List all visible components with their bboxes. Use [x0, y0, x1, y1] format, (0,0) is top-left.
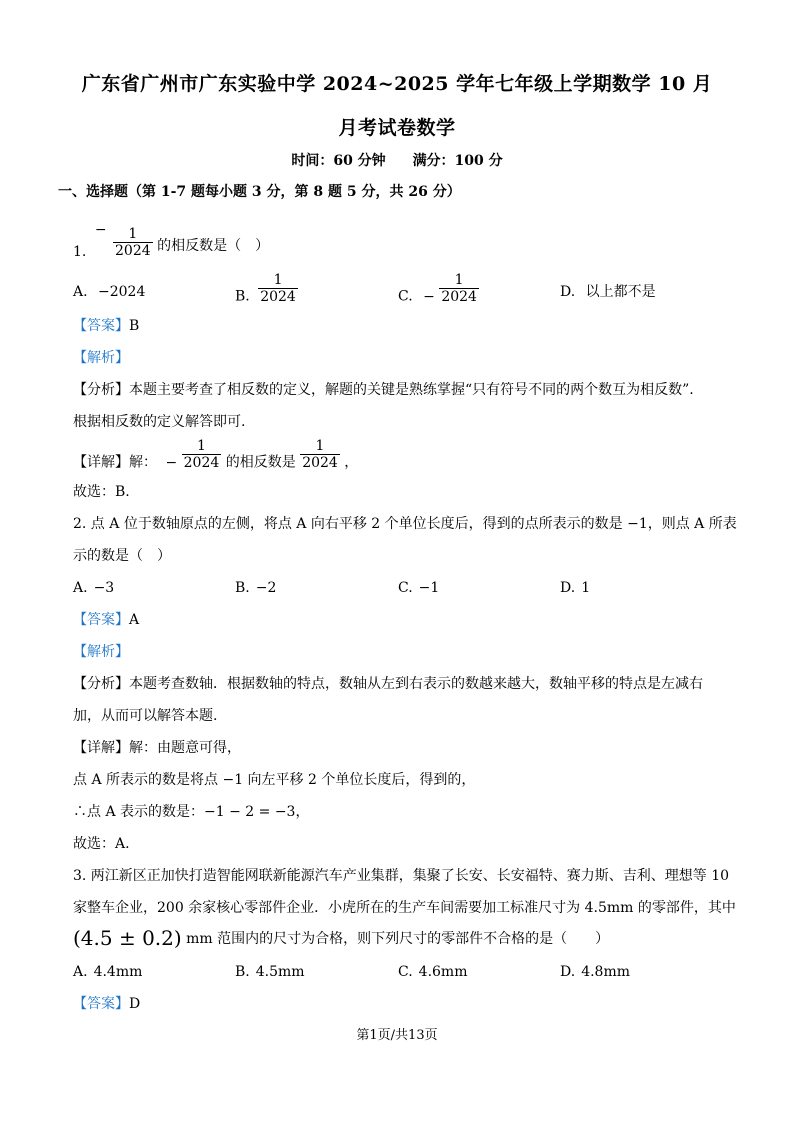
xiangjie-mid: 的相反数是: [225, 454, 296, 471]
q2-fenxi-line2: 加，从而可以解答本题.: [73, 708, 218, 724]
q2-option-d: [560, 578, 590, 598]
q2-stem-line1: 2. 点 A 位于数轴原点的左侧，将点 A 向右平移 2 个单位长度后，得到的点所表示的数是 −1，则点 A 所表: [73, 516, 737, 532]
fenxi-label: 【分析】: [73, 676, 129, 692]
option-letter: D.: [560, 964, 576, 980]
answer-label: 【答案】: [73, 996, 129, 1012]
q2-fenxi-line1: [73, 674, 703, 694]
xiangjie-frac-2: [300, 438, 340, 471]
option-letter: A.: [73, 284, 88, 300]
q1-conclusion: 故选：B.: [73, 484, 130, 500]
frac-num: 1: [315, 438, 325, 454]
xiangjie-label: 【详解】: [73, 454, 129, 471]
frac-num: 1: [273, 272, 283, 288]
q3-stem-line3: [73, 928, 609, 949]
option-minus: −: [423, 288, 435, 305]
q1-stem-text: 的相反数是（ ）: [157, 238, 270, 254]
q3-option-d: [560, 962, 630, 982]
answer-value: B: [129, 318, 140, 334]
xiangjie-end: ，: [344, 454, 359, 471]
option-letter: D.: [560, 284, 576, 300]
frac-num: 1: [454, 272, 464, 288]
q1-option-d: [560, 282, 656, 302]
q2-option-c: [398, 578, 439, 598]
xiangjie-frac-1: [182, 438, 222, 471]
q1-xiangjie: [73, 438, 358, 473]
section-title: 一、选择题（第 1-7 题每小题 3 分，第 8 题 5 分，共 26 分）: [58, 184, 461, 200]
answer-value: A: [129, 612, 140, 628]
q2-step1: 点 A 所表示的数是将点 −1 向左平移 2 个单位长度后，得到的，: [73, 772, 476, 788]
frac-den: 2024: [260, 289, 296, 305]
option-text: −3: [93, 580, 115, 596]
q1-answer: [73, 316, 139, 336]
option-fraction: [439, 272, 479, 305]
option-letter: B.: [235, 580, 250, 596]
q3-option-a: [73, 962, 142, 982]
q2-analysis-label: 【解析】: [73, 644, 129, 660]
q1-fenxi-line2: 根据相反数的定义解答即可.: [73, 414, 246, 430]
exam-time: 时间：60 分钟: [291, 153, 386, 169]
exam-score: 满分：100 分: [412, 153, 503, 169]
q1-minus: −: [94, 222, 107, 238]
q1-fraction: [113, 226, 153, 259]
title-line-2: 月考试卷数学: [338, 117, 456, 139]
option-text: 4.5mm: [255, 964, 305, 980]
option-letter: A.: [73, 964, 88, 980]
option-letter: B.: [235, 964, 250, 980]
answer-label: 【答案】: [73, 612, 129, 628]
fenxi-text: 本题考查数轴．根据数轴的特点，数轴从左到右表示的数越来越大，数轴平移的特点是左减右: [129, 676, 703, 692]
option-letter: A.: [73, 580, 88, 596]
q1-option-b: [235, 272, 298, 307]
option-text: −2024: [98, 284, 146, 300]
answer-label: 【答案】: [73, 318, 129, 334]
q3-answer: [73, 994, 140, 1014]
fenxi-text: 本题主要考查了相反数的定义，解题的关键是熟练掌握“只有符号不同的两个数互为相反数”.: [129, 382, 694, 398]
q1-option-c: [398, 272, 479, 307]
xiangjie-text: 解：由题意可得，: [129, 740, 241, 756]
option-text: 以上都不是: [585, 284, 656, 300]
option-letter: C.: [398, 288, 413, 305]
frac-den: 2024: [441, 289, 477, 305]
fenxi-label: 【分析】: [73, 382, 129, 398]
q2-conclusion: 故选：A.: [73, 836, 130, 852]
q1-frac-num: 1: [128, 226, 138, 242]
option-text: 4.8mm: [581, 964, 631, 980]
option-text: 4.4mm: [93, 964, 143, 980]
q2-answer: [73, 610, 139, 630]
title-line-1: 广东省广州市广东实验中学 2024~2025 学年七年级上学期数学 10 月: [81, 73, 713, 95]
q2-step2: ∴点 A 表示的数是：−1 − 2 = −3，: [73, 804, 310, 820]
q1-fenxi-line1: [73, 380, 694, 400]
option-fraction: [258, 272, 298, 305]
page-footer: 第1页/共13页: [356, 1028, 438, 1043]
q1-analysis-label: 【解析】: [73, 350, 129, 366]
q3-stem-rest: mm 范围内的尺寸为合格，则下列尺寸的零部件不合格的是（ ）: [181, 931, 610, 947]
answer-value: D: [129, 996, 141, 1012]
q1-number: 1.: [73, 244, 87, 260]
q3-option-c: [398, 962, 468, 982]
q2-stem-line2: 示的数是（ ）: [73, 548, 171, 564]
q2-option-b: [235, 578, 276, 598]
option-letter: D.: [560, 580, 576, 596]
q3-range: (4.5 ± 0.2): [73, 926, 182, 950]
frac-num: 1: [197, 438, 206, 454]
option-text: 4.6mm: [418, 964, 468, 980]
exam-meta: [0, 150, 794, 170]
q3-option-b: [235, 962, 305, 982]
option-letter: C.: [398, 580, 413, 596]
option-text: −1: [418, 580, 440, 596]
option-letter: B.: [235, 288, 250, 305]
q3-stem-line1: 3. 两江新区正加快打造智能网联新能源汽车产业集群，集聚了长安、长安福特、赛力斯、吉利、理想等 10: [73, 868, 730, 884]
frac-den: 2024: [183, 455, 220, 471]
frac-den: 2024: [302, 455, 338, 471]
q1-stem: [73, 220, 269, 262]
xiangjie-label: 【详解】: [73, 740, 129, 756]
option-text: 1: [581, 580, 591, 596]
option-letter: C.: [398, 964, 413, 980]
option-text: −2: [255, 580, 277, 596]
q1-option-a: [73, 282, 145, 302]
xiangjie-minus: −: [165, 454, 178, 471]
q1-frac-den: 2024: [115, 243, 151, 259]
q2-option-a: [73, 578, 114, 598]
q3-stem-line2: 家整车企业，200 余家核心零部件企业．小虎所在的生产车间需要加工标准尺寸为 4.5mm 的零部件，其中: [73, 900, 736, 916]
q2-xiangjie: [73, 738, 241, 758]
xiangjie-prefix: 解：: [129, 454, 157, 471]
